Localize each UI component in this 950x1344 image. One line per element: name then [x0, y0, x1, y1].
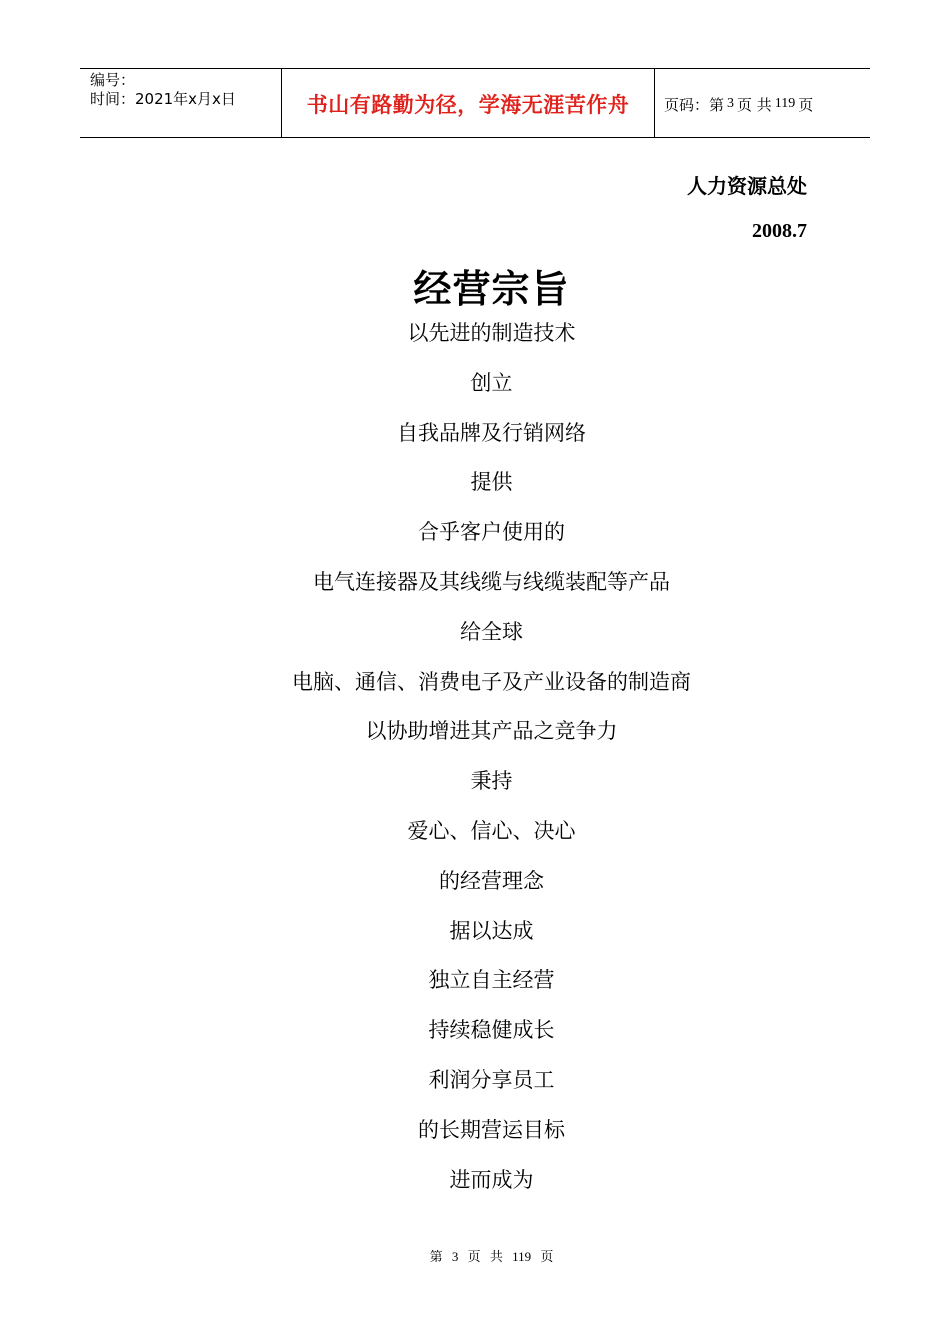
- organization-name: 人力资源总处: [687, 174, 807, 198]
- mission-line: 以协助增进其产品之竞争力: [365, 719, 618, 744]
- mission-line: 给全球: [460, 619, 523, 644]
- mission-line: 的长期营运目标: [418, 1117, 565, 1142]
- document-header: [80, 68, 870, 138]
- mission-line: 提供: [470, 470, 513, 495]
- mission-line: 自我品牌及行销网络: [397, 420, 586, 445]
- header-meta-cell: [80, 69, 282, 137]
- page-total: 119: [774, 96, 796, 111]
- header-motto: 书山有路勤为径，学海无涯苦作舟: [306, 92, 630, 117]
- mission-line: 进而成为: [449, 1167, 534, 1192]
- page-prefix: 页码：第: [664, 95, 725, 114]
- mission-line: 利润分享员工: [428, 1067, 555, 1092]
- page-current: 3: [727, 96, 735, 111]
- mission-line: 的经营理念: [439, 868, 544, 893]
- document-time-label: 时间：2021年x月x日: [90, 90, 236, 108]
- mission-line: 以先进的制造技术: [407, 321, 576, 345]
- page-mid: 页 共: [737, 95, 772, 114]
- document-date: 2008.7: [752, 220, 807, 242]
- header-page-cell: [655, 70, 870, 138]
- page-title: 经营宗旨: [413, 267, 570, 311]
- mission-line: 独立自主经营: [428, 968, 555, 993]
- mission-line: 合乎客户使用的: [418, 520, 565, 545]
- mission-line: 持续稳健成长: [428, 1018, 555, 1043]
- mission-line: 秉持: [470, 769, 513, 794]
- mission-line: 电气连接器及其线缆与线缆装配等产品: [313, 569, 670, 594]
- mission-line: 创立: [470, 370, 513, 395]
- mission-line: 据以达成: [449, 918, 534, 943]
- page-suffix: 页: [798, 95, 814, 114]
- page-footer: 第 3 页 共 119 页: [429, 1249, 554, 1264]
- document-number-label: 编号：: [90, 71, 136, 89]
- mission-lines: [0, 316, 950, 1212]
- header-motto-cell: [282, 69, 655, 137]
- mission-line: 爱心、信心、决心: [407, 818, 576, 843]
- mission-line: 电脑、通信、消费电子及产业设备的制造商: [292, 669, 691, 694]
